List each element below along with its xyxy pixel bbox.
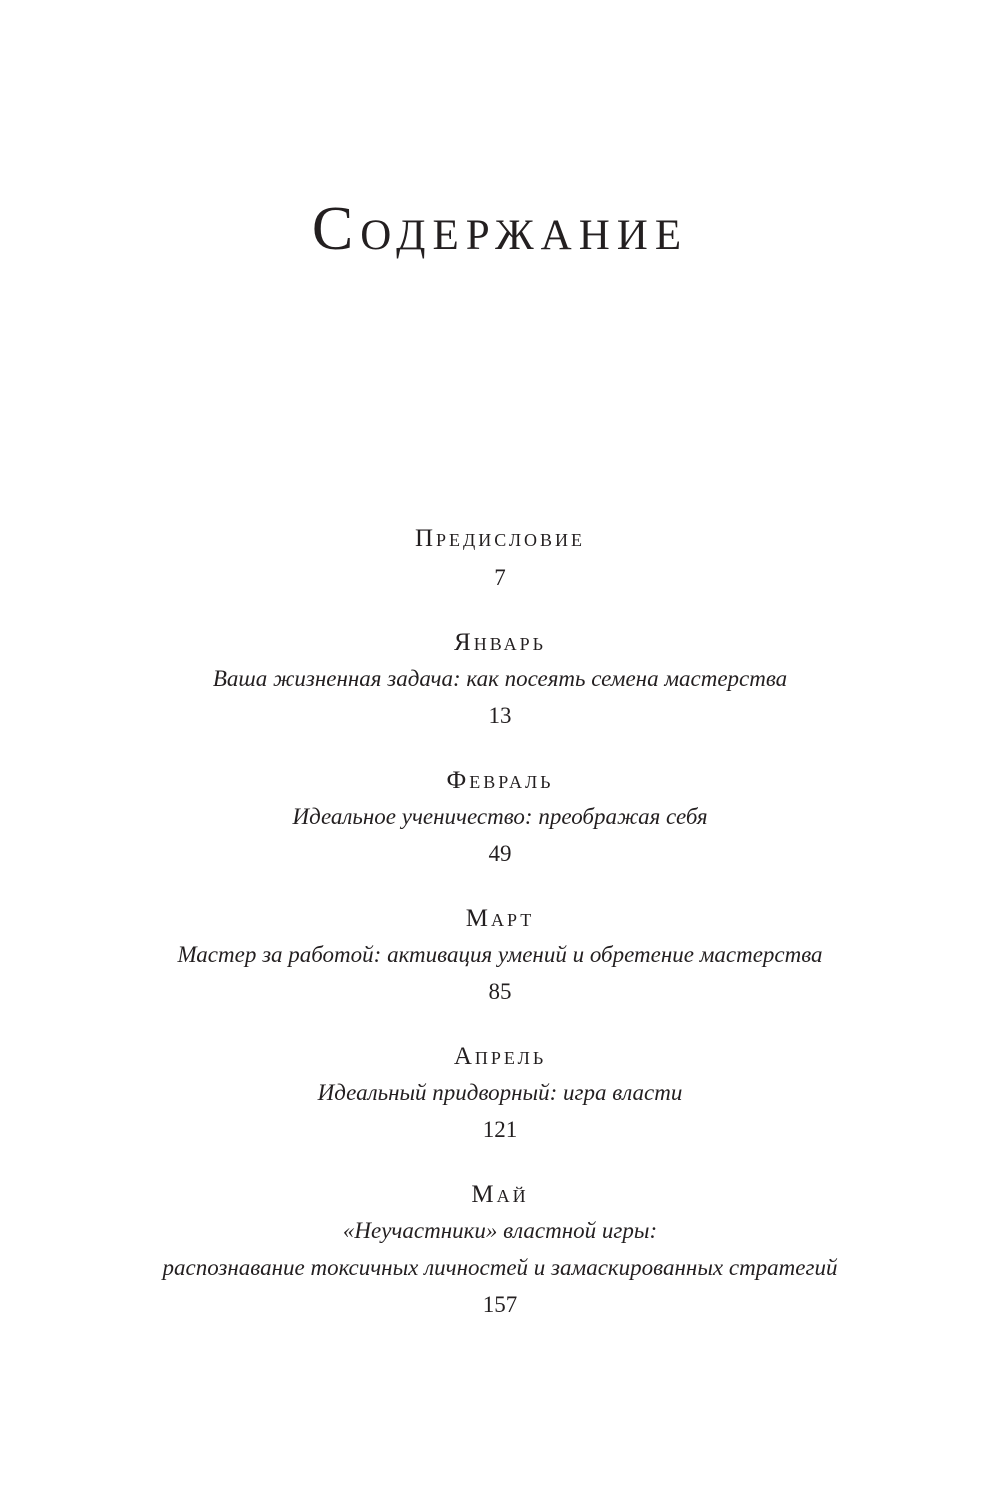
toc-entry-may[interactable] [0, 1178, 1000, 1323]
toc-subtitle: Идеальный придворный: игра власти [317, 1080, 683, 1105]
toc-entry-preface[interactable] [0, 522, 1000, 596]
toc-page-number: 13 [488, 703, 512, 728]
toc-heading: Март [465, 905, 535, 932]
toc-entry-april[interactable] [0, 1040, 1000, 1148]
toc-page-number: 7 [494, 565, 506, 590]
toc-entry-march[interactable] [0, 902, 1000, 1010]
toc-heading: Май [471, 1181, 529, 1208]
toc-entry-february[interactable] [0, 764, 1000, 872]
toc-subtitle: Идеальное ученичество: преображая себя [292, 804, 708, 829]
toc-entry-january[interactable] [0, 626, 1000, 734]
toc-page-number: 157 [482, 1292, 518, 1317]
toc-page-number: 49 [488, 841, 512, 866]
toc-heading: Февраль [446, 767, 554, 794]
toc-page-number: 121 [482, 1117, 518, 1142]
toc-heading: Апрель [453, 1043, 547, 1070]
toc-subtitle: Ваша жизненная задача: как посеять семена мастерства [212, 666, 788, 691]
toc-heading: Предисловие [414, 525, 586, 552]
toc-subtitle: распознавание токсичных личностей и замаскированных стратегий [162, 1255, 838, 1280]
toc-subtitle: Мастер за работой: активация умений и обретение мастерства [177, 942, 823, 967]
toc-page-number: 85 [488, 979, 512, 1004]
table-of-contents [0, 522, 1000, 1353]
toc-subtitle: «Неучастники» властной игры: [342, 1218, 658, 1243]
page-title: Содержание [311, 195, 689, 263]
toc-heading: Январь [454, 629, 546, 656]
